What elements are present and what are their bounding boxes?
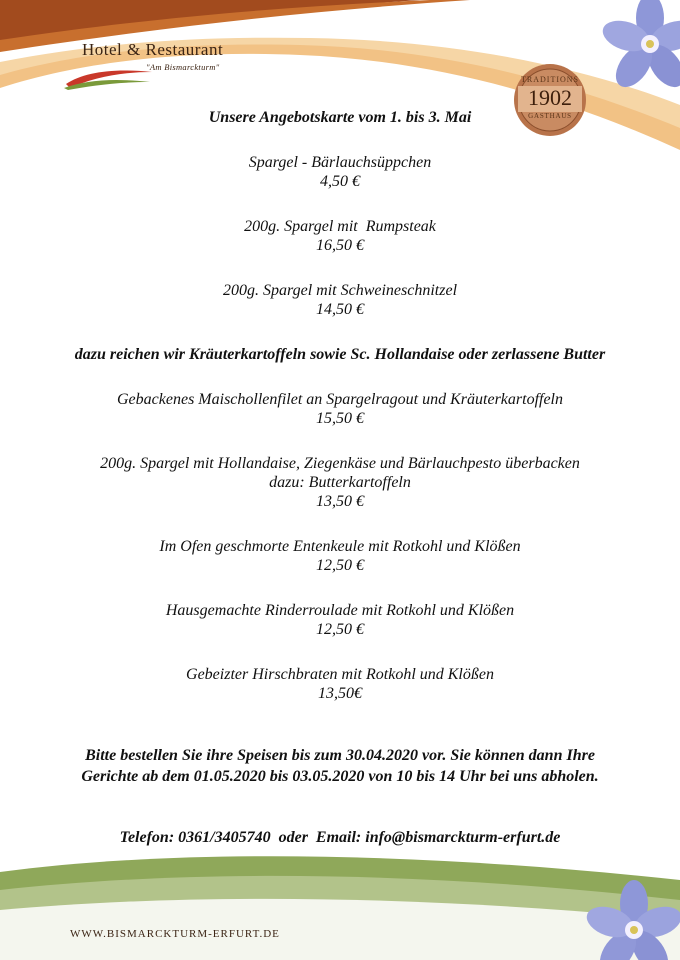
seal-year: 1902 [528, 85, 572, 110]
menu-item [0, 390, 680, 428]
menu-item-price: 14,50 € [316, 301, 364, 318]
menu-item [0, 665, 680, 703]
menu-item-name: Im Ofen geschmorte Entenkeule mit Rotkohl und Klößen [159, 538, 521, 555]
footer-website-link[interactable]: WWW.BISMARCKTURM-ERFURT.DE [70, 928, 280, 940]
menu-item-price: 16,50 € [316, 237, 364, 254]
contact-info: Telefon: 0361/3405740 oder Email: info@bismarckturm-erfurt.de [119, 829, 561, 846]
menu-item [0, 537, 680, 575]
menu-item [0, 601, 680, 639]
menu-item-name: Spargel - Bärlauchsüppchen [248, 154, 432, 171]
menu-item [0, 153, 680, 191]
order-notice-line: Gerichte ab dem 01.05.2020 bis 03.05.2020 von 10 bis 14 Uhr bei uns abholen. [81, 768, 599, 785]
menu-item-name: 200g. Spargel mit Hollandaise, Ziegenkäse und Bärlauchpesto überbacken [100, 455, 580, 472]
menu-content [0, 108, 680, 703]
side-dish-note: dazu reichen wir Kräuterkartoffeln sowie Sc. Hollandaise oder zerlassene Butter [74, 346, 606, 363]
hotel-subtitle: "Am Bismarckturm" [146, 62, 220, 72]
menu-item-price: 12,50 € [316, 557, 364, 574]
seal-top-text: TRADITIONS [521, 75, 579, 84]
hotel-logo [64, 38, 264, 90]
menu-item-name: 200g. Spargel mit Schweineschnitzel [222, 282, 458, 299]
flower-top-right-icon [590, 0, 680, 108]
menu-item [0, 281, 680, 319]
menu-item-price: 4,50 € [320, 173, 360, 190]
seal-bottom-text: GASTHAUS [528, 112, 572, 120]
menu-item-name: Hausgemachte Rinderroulade mit Rotkohl und Klößen [165, 602, 515, 619]
order-notice-line: Bitte bestellen Sie ihre Speisen bis zum 30.04.2020 vor. Sie können dann Ihre [85, 747, 595, 764]
flower-bottom-right-icon [572, 872, 680, 960]
menu-item-name: Gebackenes Maischollenfilet an Spargelragout und Kräuterkartoffeln [117, 391, 563, 408]
menu-item-price: 13,50 € [316, 493, 364, 510]
menu-item-price: 13,50€ [318, 685, 362, 702]
menu-item-price: 12,50 € [316, 621, 364, 638]
menu-item-name: Gebeizter Hirschbraten mit Rotkohl und Klößen [186, 666, 494, 683]
menu-item-name: 200g. Spargel mit Rumpsteak [244, 218, 436, 235]
order-notice [0, 745, 680, 787]
hotel-name: Hotel & Restaurant [82, 40, 224, 59]
menu-item [0, 454, 680, 511]
menu-item [0, 217, 680, 255]
menu-heading: Unsere Angebotskarte vom 1. bis 3. Mai [208, 109, 472, 126]
menu-item-price: 15,50 € [316, 410, 364, 427]
logo-swoosh-icon [64, 58, 154, 90]
menu-item-extra: dazu: Butterkartoffeln [269, 474, 411, 491]
